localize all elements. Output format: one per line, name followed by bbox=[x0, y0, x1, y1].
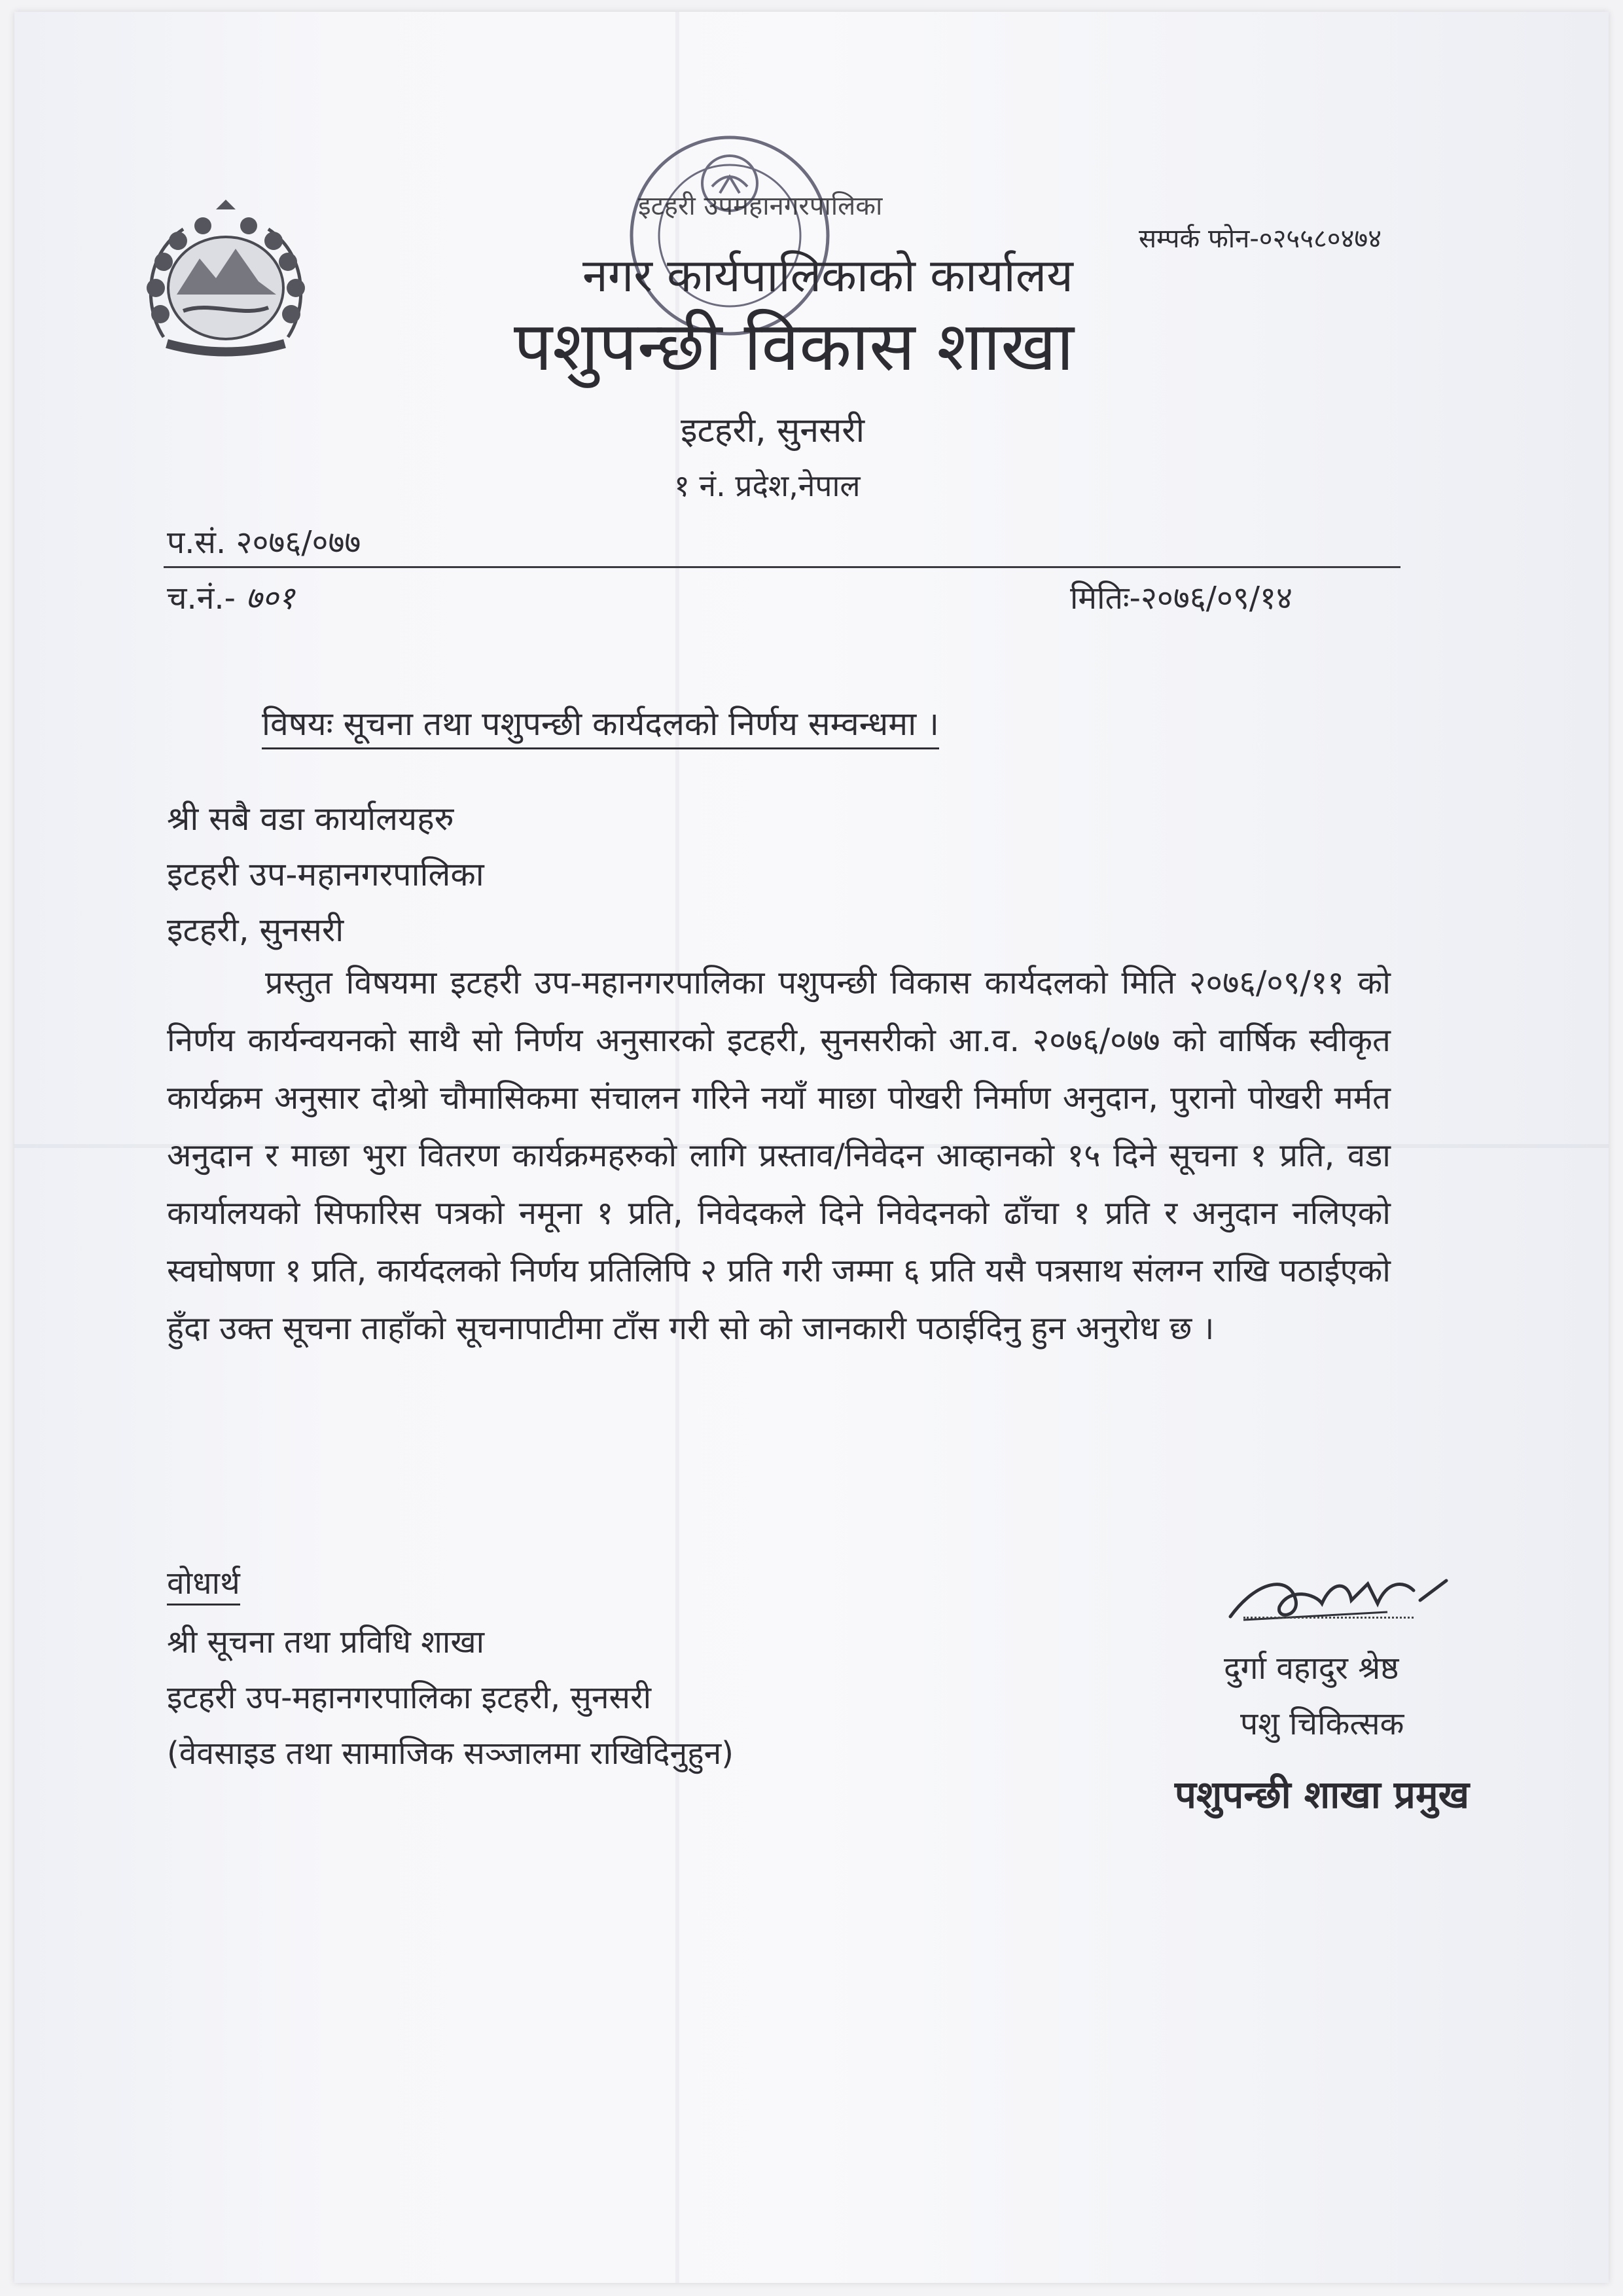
signature-line bbox=[1243, 1617, 1414, 1619]
addressee-line: इटहरी, सुनसरी bbox=[167, 911, 344, 949]
cc-line: इटहरी उप-महानगरपालिका इटहरी, सुनसरी bbox=[167, 1679, 652, 1716]
signatory-role: पशुपन्छी शाखा प्रमुख bbox=[1175, 1772, 1470, 1817]
cc-line: (वेवसाइड तथा सामाजिक सञ्जालमा राखिदिनुहुन) bbox=[167, 1735, 734, 1772]
nepal-emblem-icon bbox=[137, 196, 314, 367]
dispatch-label: च.नं.- bbox=[167, 580, 236, 617]
letter-date: मितिः-२०७६/०९/१४ bbox=[1070, 580, 1293, 617]
office-province: १ नं. प्रदेश,नेपाल bbox=[674, 468, 861, 503]
signatory-title: पशु चिकित्सक bbox=[1240, 1706, 1404, 1742]
office-name: नगर कार्यपालिकाको कार्यालय bbox=[582, 249, 1073, 302]
signatory-name: दुर्गा वहादुर श्रेष्ठ bbox=[1224, 1650, 1399, 1687]
addressee-line: इटहरी उप-महानगरपालिका bbox=[167, 855, 484, 893]
cc-line: श्री सूचना तथा प्रविधि शाखा bbox=[167, 1624, 485, 1660]
contact-phone: सम्पर्क फोन-०२५५८०४७४ bbox=[1139, 224, 1382, 254]
addressee-line: श्री सबै वडा कार्यालयहरु bbox=[167, 800, 454, 838]
cc-heading: वोधार्थ bbox=[167, 1561, 240, 1605]
header-divider bbox=[164, 566, 1400, 568]
dispatch-value: ७०१ bbox=[245, 580, 295, 617]
handwritten-signature bbox=[1217, 1554, 1466, 1640]
municipality-name: इटहरी उपमहानगरपालिका bbox=[638, 191, 883, 221]
letter-subject: विषयः सूचना तथा पशुपन्छी कार्यदलको निर्णय सम्वन्धमा । bbox=[262, 700, 939, 749]
reference-number: प.सं. २०७६/०७७ bbox=[167, 524, 361, 561]
dispatch-number bbox=[167, 576, 294, 619]
office-address: इटहरी, सुनसरी bbox=[681, 411, 865, 450]
branch-title: पशुपन्छी विकास शाखा bbox=[514, 306, 1075, 386]
letter-body: प्रस्तुत विषयमा इटहरी उप-महानगरपालिका पशुपन्छी विकास कार्यदलको मिति २०७६/०९/११ को निर्णय कार्यन्वयनको साथै सो निर्णय अनुसारको इटहरी, सुनसरीको आ.व. २०७६/०७७ को वार्षिक स्वीकृत कार्यक्रम अनुसार दोश्रो चौमासिकमा संचालन गरिने नयाँ माछा पोखरी निर्माण अनुदान, पुरानो पोखरी मर्मत अनुदान र माछा भुरा वितरण कार्यक्रमहरुको लागि प्रस्ताव/निवेदन आव्हानको १५ दिने सूचना १ प्रति, वडा कार्यालयको सिफारिस पत्रको नमूना १ प्रति, निवेदकले दिने निवेदनको ढाँचा १ प्रति र अनुदान नलिएको स्वघोषणा १ प्रति, कार्यदलको निर्णय प्रतिलिपि २ प्रति गरी जम्मा ६ प्रति यसै पत्रसाथ संलग्न राखि पठाईएको हुँदा उक्त सूचना ताहाँको सूचनापाटीमा टाँस गरी सो को जानकारी पठाईदिनु हुन अनुरोध छ । bbox=[167, 964, 1391, 1347]
